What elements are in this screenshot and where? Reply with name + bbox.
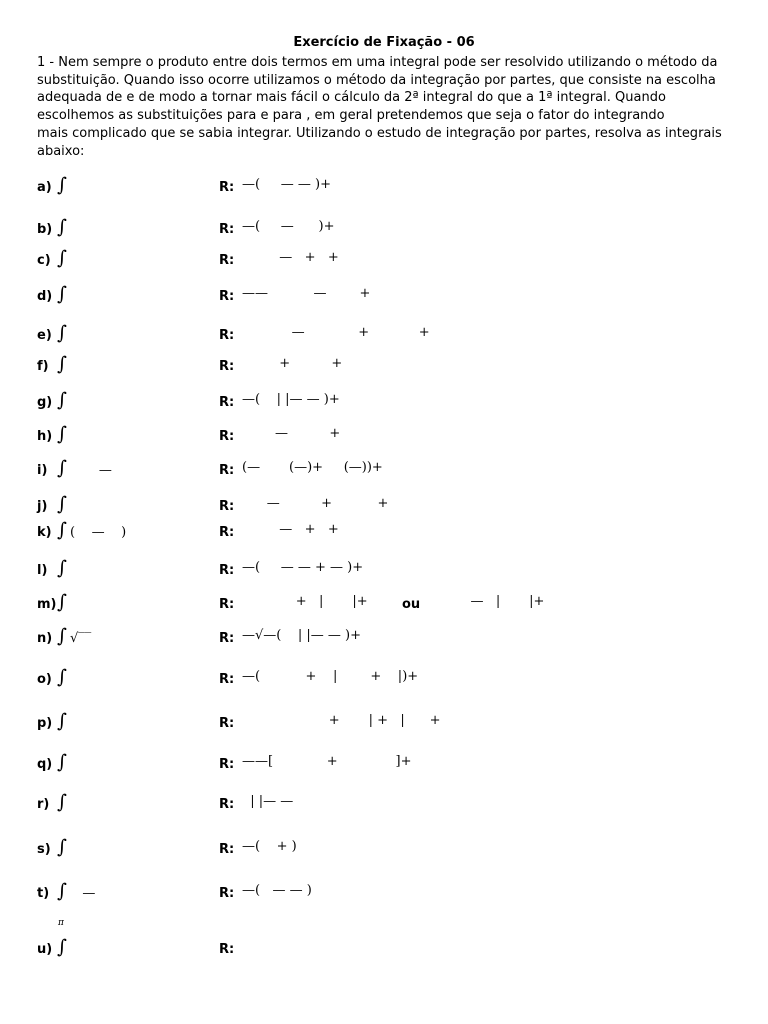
exercise-item (0, 322, 768, 358)
answer-prefix: R: (219, 222, 235, 237)
item-label: f) (37, 359, 49, 374)
integral-sign: ∫ (57, 423, 67, 445)
answer-prefix: R: (219, 716, 235, 731)
item-question: — (70, 463, 112, 478)
integral-sign: ∫ (57, 625, 67, 647)
integral-sign: ∫ (57, 519, 67, 541)
item-answer: + + (242, 356, 343, 371)
answer-prefix: R: (219, 253, 235, 268)
exercise-item (0, 591, 768, 627)
item-question: √‾‾ (70, 631, 92, 646)
intro-line: substituição. Quando isso ocorre utilizamos o método da integração por partes, que consiste na escolha (37, 72, 716, 88)
answer-prefix: R: (219, 499, 235, 514)
integral-sign: ∫ (57, 247, 67, 269)
exercise-item (0, 936, 768, 972)
integral-sign: ∫ (57, 283, 67, 305)
exercise-item (0, 353, 768, 389)
item-label: c) (37, 253, 51, 268)
item-label: a) (37, 180, 52, 195)
item-answer: —( — — ) (242, 883, 312, 898)
item-answer: — + + (242, 522, 339, 537)
item-label: o) (37, 672, 52, 687)
answer-prefix: R: (219, 886, 235, 901)
exercise-item (0, 519, 768, 555)
item-answer: —— — + (242, 286, 371, 301)
item-question: — (70, 886, 96, 901)
exercise-item (0, 836, 768, 872)
answer-prefix: R: (219, 672, 235, 687)
integral-sign: ∫ (57, 457, 67, 479)
answer-prefix: R: (219, 395, 235, 410)
item-answer: —( — )+ (242, 219, 335, 234)
upper-limit: π (58, 918, 64, 928)
item-label: j) (37, 499, 48, 514)
integral-sign: ∫ (57, 936, 67, 958)
item-label: k) (37, 525, 52, 540)
exercise-item (0, 174, 768, 210)
item-answer: | |— — (242, 794, 294, 809)
integral-sign: ∫ (57, 880, 67, 902)
item-label: t) (37, 886, 50, 901)
exercise-item (0, 216, 768, 252)
integral-sign: ∫ (57, 751, 67, 773)
integral-sign: ∫ (57, 174, 67, 196)
item-label: d) (37, 289, 53, 304)
item-answer: —√—( | |— — )+ (242, 628, 362, 643)
integral-sign: ∫ (57, 322, 67, 344)
integral-sign: ∫ (57, 493, 67, 515)
item-answer: (— (—)+ (—))+ (242, 460, 383, 475)
answer-prefix: R: (219, 942, 235, 957)
or-word: ou (402, 597, 421, 612)
item-answer: — + (242, 426, 341, 441)
answer-prefix: R: (219, 525, 235, 540)
answer-prefix: R: (219, 328, 235, 343)
exercise-item (0, 557, 768, 593)
answer-prefix: R: (219, 597, 235, 612)
integral-sign: ∫ (57, 557, 67, 579)
answer-prefix: R: (219, 757, 235, 772)
item-label: e) (37, 328, 52, 343)
intro-paragraph (37, 54, 733, 160)
item-label: s) (37, 842, 51, 857)
item-answer: —( — — + — )+ (242, 560, 364, 575)
item-label: u) (37, 942, 53, 957)
item-answer: —( | |— — )+ (242, 392, 340, 407)
item-answer: — + + (242, 250, 339, 265)
exercise-item (0, 751, 768, 787)
answer-prefix: R: (219, 429, 235, 444)
item-answer: ——[ + ]+ (242, 754, 412, 769)
item-answer: —( — — )+ (242, 177, 331, 192)
item-question: ( — ) (70, 525, 127, 540)
item-label: p) (37, 716, 53, 731)
answer-prefix: R: (219, 797, 235, 812)
integral-sign: ∫ (57, 389, 67, 411)
intro-line: adequada de e de modo a tornar mais fácil o cálculo da 2ª integral do que a 1ª integral. Quando (37, 90, 666, 106)
integral-sign: ∫ (57, 353, 67, 375)
item-answer: — + + (242, 325, 430, 340)
item-answer-alt: — | |+ (425, 594, 545, 609)
exercise-item (0, 247, 768, 283)
item-label: r) (37, 797, 50, 812)
intro-line: mais complicado que se sabia integrar. Utilizando o estudo de integração por partes, resolva as integrais (37, 125, 722, 141)
item-label: i) (37, 463, 48, 478)
item-label: h) (37, 429, 53, 444)
exercise-item (0, 389, 768, 425)
item-answer: — + + (242, 496, 389, 511)
exercise-item (0, 666, 768, 702)
integral-sign: ∫ (57, 591, 67, 613)
answer-prefix: R: (219, 180, 235, 195)
answer-prefix: R: (219, 842, 235, 857)
answer-prefix: R: (219, 631, 235, 646)
item-answer: + | + | + (242, 713, 441, 728)
exercise-item (0, 423, 768, 459)
page-title: Exercício de Fixação - 06 (293, 35, 475, 50)
item-label: l) (37, 563, 48, 578)
item-label: q) (37, 757, 53, 772)
answer-prefix: R: (219, 289, 235, 304)
intro-line: escolhemos as substituições para e para , em geral pretendemos que seja o fator do integrando (37, 108, 665, 124)
intro-line: 1 - Nem sempre o produto entre dois termos em uma integral pode ser resolvido utilizando o método da (37, 55, 718, 70)
exercise-item (0, 710, 768, 746)
answer-prefix: R: (219, 463, 235, 478)
exercise-item (0, 625, 768, 661)
exercise-item (0, 283, 768, 319)
item-label: b) (37, 222, 53, 237)
item-answer: + | |+ (242, 594, 368, 609)
item-label: n) (37, 631, 53, 646)
integral-sign: ∫ (57, 216, 67, 238)
integral-sign: ∫ (57, 710, 67, 732)
integral-sign: ∫ (57, 836, 67, 858)
answer-prefix: R: (219, 563, 235, 578)
exercise-item (0, 457, 768, 493)
item-label: m) (37, 597, 57, 612)
answer-prefix: R: (219, 359, 235, 374)
item-answer: —( + ) (242, 839, 297, 854)
exercise-item (0, 880, 768, 916)
integral-sign: ∫ (57, 666, 67, 688)
exercise-item (0, 791, 768, 827)
item-answer: —( + | + |)+ (242, 669, 419, 684)
item-label: g) (37, 395, 53, 410)
integral-sign: ∫ (57, 791, 67, 813)
intro-line: abaixo: (37, 143, 85, 159)
